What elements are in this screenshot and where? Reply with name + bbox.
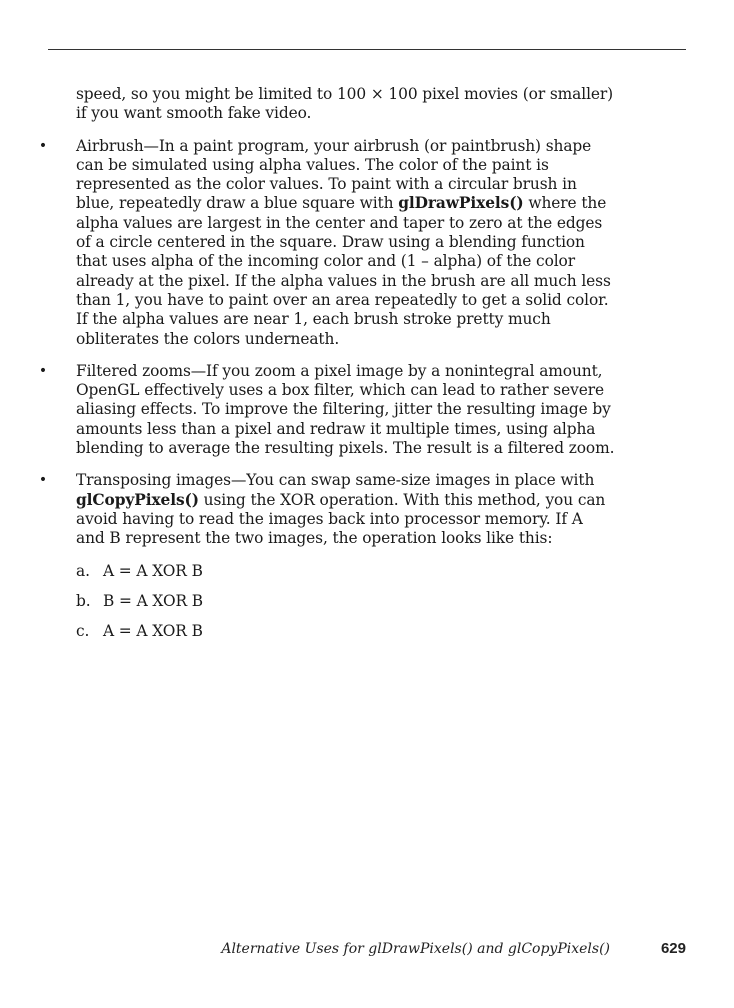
page-number: 629: [660, 940, 686, 957]
step-letter: b.: [76, 591, 91, 610]
function-name-glcopypixels: glCopyPixels(): [76, 490, 199, 509]
running-footer-title: Alternative Uses for glDrawPixels() and glCopyPixels(): [221, 941, 610, 957]
header-rule: [48, 49, 686, 50]
xor-step: [76, 622, 616, 641]
step-letter: c.: [76, 622, 90, 641]
transposing-text-end: using the XOR operation. With this method, you can avoid having to read the images back into processor memory. If A and B represent the two images, the operation looks like this:: [76, 490, 606, 548]
xor-steps-list: [76, 562, 616, 642]
page-body: [38, 85, 616, 654]
transposing-text-start: Transposing images—You can swap same-size images in place with: [76, 471, 595, 490]
step-text: B = A XOR B: [103, 591, 203, 610]
airbrush-text-end: where the alpha values are largest in the center and taper to zero at the edges of a circle centered in the square. Draw using a blending function that uses alpha of the incoming color and (1 – alpha) of the color already at the pixel. If the alpha values in the brush are all much less than 1, you have to paint over an area repeatedly to get a solid color. If the alpha values are near 1, each brush stroke pretty much obliterates the colors underneath.: [76, 194, 611, 348]
xor-step: [76, 592, 616, 611]
airbrush-text-start: Airbrush—In a paint program, your airbrush (or paintbrush) shape can be simulated using alpha values. The color of the paint is represented as the color values. To paint with a circular brush in blue, repeatedly draw a blue square with: [76, 136, 592, 213]
step-letter: a.: [76, 561, 90, 580]
filtered-zooms-text: Filtered zooms—If you zoom a pixel image by a nonintegral amount, OpenGL effectively uses a box filter, which can lead to rather severe aliasing effects. To improve the filtering, jitter the resulting image by amounts less than a pixel and redraw it multiple times, using alpha blending to average the resulting pixels. The result is a filtered zoom.: [76, 361, 615, 458]
step-text: A = A XOR B: [103, 561, 203, 580]
continuation-paragraph: speed, so you might be limited to 100 × 100 pixel movies (or smaller) if you want smooth fake video.: [76, 85, 614, 123]
bullet-icon: •: [38, 362, 48, 379]
bullet-icon: •: [38, 472, 48, 489]
step-text: A = A XOR B: [103, 622, 203, 641]
function-name-gldrawpixels: glDrawPixels(): [398, 194, 524, 213]
xor-step: [76, 562, 616, 581]
bullet-filtered-zooms: [38, 361, 616, 458]
bullet-icon: •: [38, 137, 48, 154]
bullet-transposing-images: [38, 471, 616, 641]
bullet-airbrush: [38, 136, 616, 349]
